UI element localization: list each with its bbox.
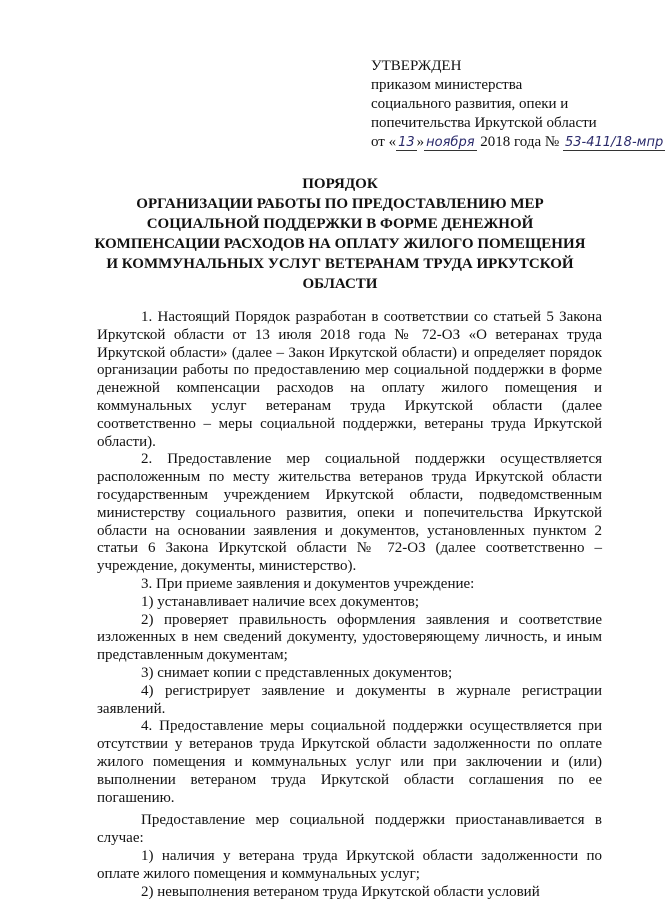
paragraph-5-item-2: 2) невыполнения ветераном труда Иркутской области условий (141, 883, 540, 900)
paragraph-3: 3. При приеме заявления и документов учреждение: (141, 575, 475, 592)
paragraph-3-item-4: 4) регистрирует заявление и документы в журнале регистрации заявлений. (97, 682, 602, 717)
title-line: ПОРЯДОК (302, 176, 378, 192)
date-quote: » (416, 134, 425, 150)
title-line: КОМПЕНСАЦИИ РАСХОДОВ НА ОПЛАТУ ЖИЛОГО ПОМЕЩЕНИЯ (94, 236, 586, 252)
approval-order-line: приказом министерства (371, 77, 523, 93)
paragraph-2: 2. Предоставление мер социальной поддержки осуществляется расположенным по месту жительства ветеранов труда Иркутской области государственным учреждением Иркутской области, подведомственным министерству социального развития, опеки и попечительства Иркутской области на основании заявления и документов, установленных пунктом 2 статьи 6 Закона Иркутской области № 72-ОЗ (далее соответственно – учреждение, документы, министерство). (97, 451, 602, 575)
date-year: 2018 года № (476, 134, 560, 150)
date-prefix: от « (371, 134, 397, 150)
paragraph-1: 1. Настоящий Порядок разработан в соответствии со статьей 5 Закона Иркутской области от 13 июля 2018 года № 72-ОЗ «О ветеранах труда Иркутской области» (далее – Закон Иркутской области) и определяет порядок организации работы по предоставлению мер социальной поддержки в форме денежной компенсации расходов на оплату жилого помещения и коммунальных услуг ветеранам труда Иркутской области (далее соответственно – меры социальной поддержки, ветераны труда Иркутской области). (97, 309, 602, 450)
title-line: И КОММУНАЛЬНЫХ УСЛУГ ВЕТЕРАНАМ ТРУДА ИРКУТСКОЙ (106, 256, 574, 272)
title-line: ОБЛАСТИ (302, 276, 378, 292)
paragraph-3-item-1: 1) устанавливает наличие всех документов; (141, 593, 420, 610)
paragraph-5: Предоставление мер социальной поддержки приостанавливается в случае: (97, 812, 602, 847)
approval-date-line (371, 133, 664, 152)
paragraph-5-item-1: 1) наличия у ветерана труда Иркутской области задолженности по оплате жилого помещения и коммунальных услуг; (97, 847, 602, 882)
title-line: ОРГАНИЗАЦИИ РАБОТЫ ПО ПРЕДОСТАВЛЕНИЮ МЕР (136, 196, 544, 212)
order-number-handwritten: 53-411/18-мпр (564, 135, 664, 150)
document-title (80, 174, 600, 294)
approval-ministry-line: социального развития, опеки и (371, 96, 569, 112)
approval-heading: УТВЕРЖДЕН (371, 58, 462, 74)
date-day-handwritten: 13 (398, 135, 415, 150)
document-body (97, 309, 602, 901)
approval-stamp (371, 57, 664, 152)
paragraph-3-item-2: 2) проверяет правильность оформления заявления и соответствие изложенных в нем сведений документу, удостоверяющему личность, и иным представленным документам; (97, 611, 602, 664)
paragraph-4: 4. Предоставление меры социальной поддержки осуществляется при отсутствии у ветеранов труда Иркутской области задолженности по оплате жилого помещения и коммунальных услуг или при заключении и (или) выполнении ветераном труда Иркутской области соглашения по ее погашению. (97, 718, 602, 806)
approval-ministry-line-2: попечительства Иркутской области (371, 115, 597, 131)
paragraph-3-item-3: 3) снимает копии с представленных документов; (141, 664, 453, 681)
date-month-handwritten: ноября (426, 135, 475, 150)
title-line: СОЦИАЛЬНОЙ ПОДДЕРЖКИ В ФОРМЕ ДЕНЕЖНОЙ (146, 216, 534, 232)
